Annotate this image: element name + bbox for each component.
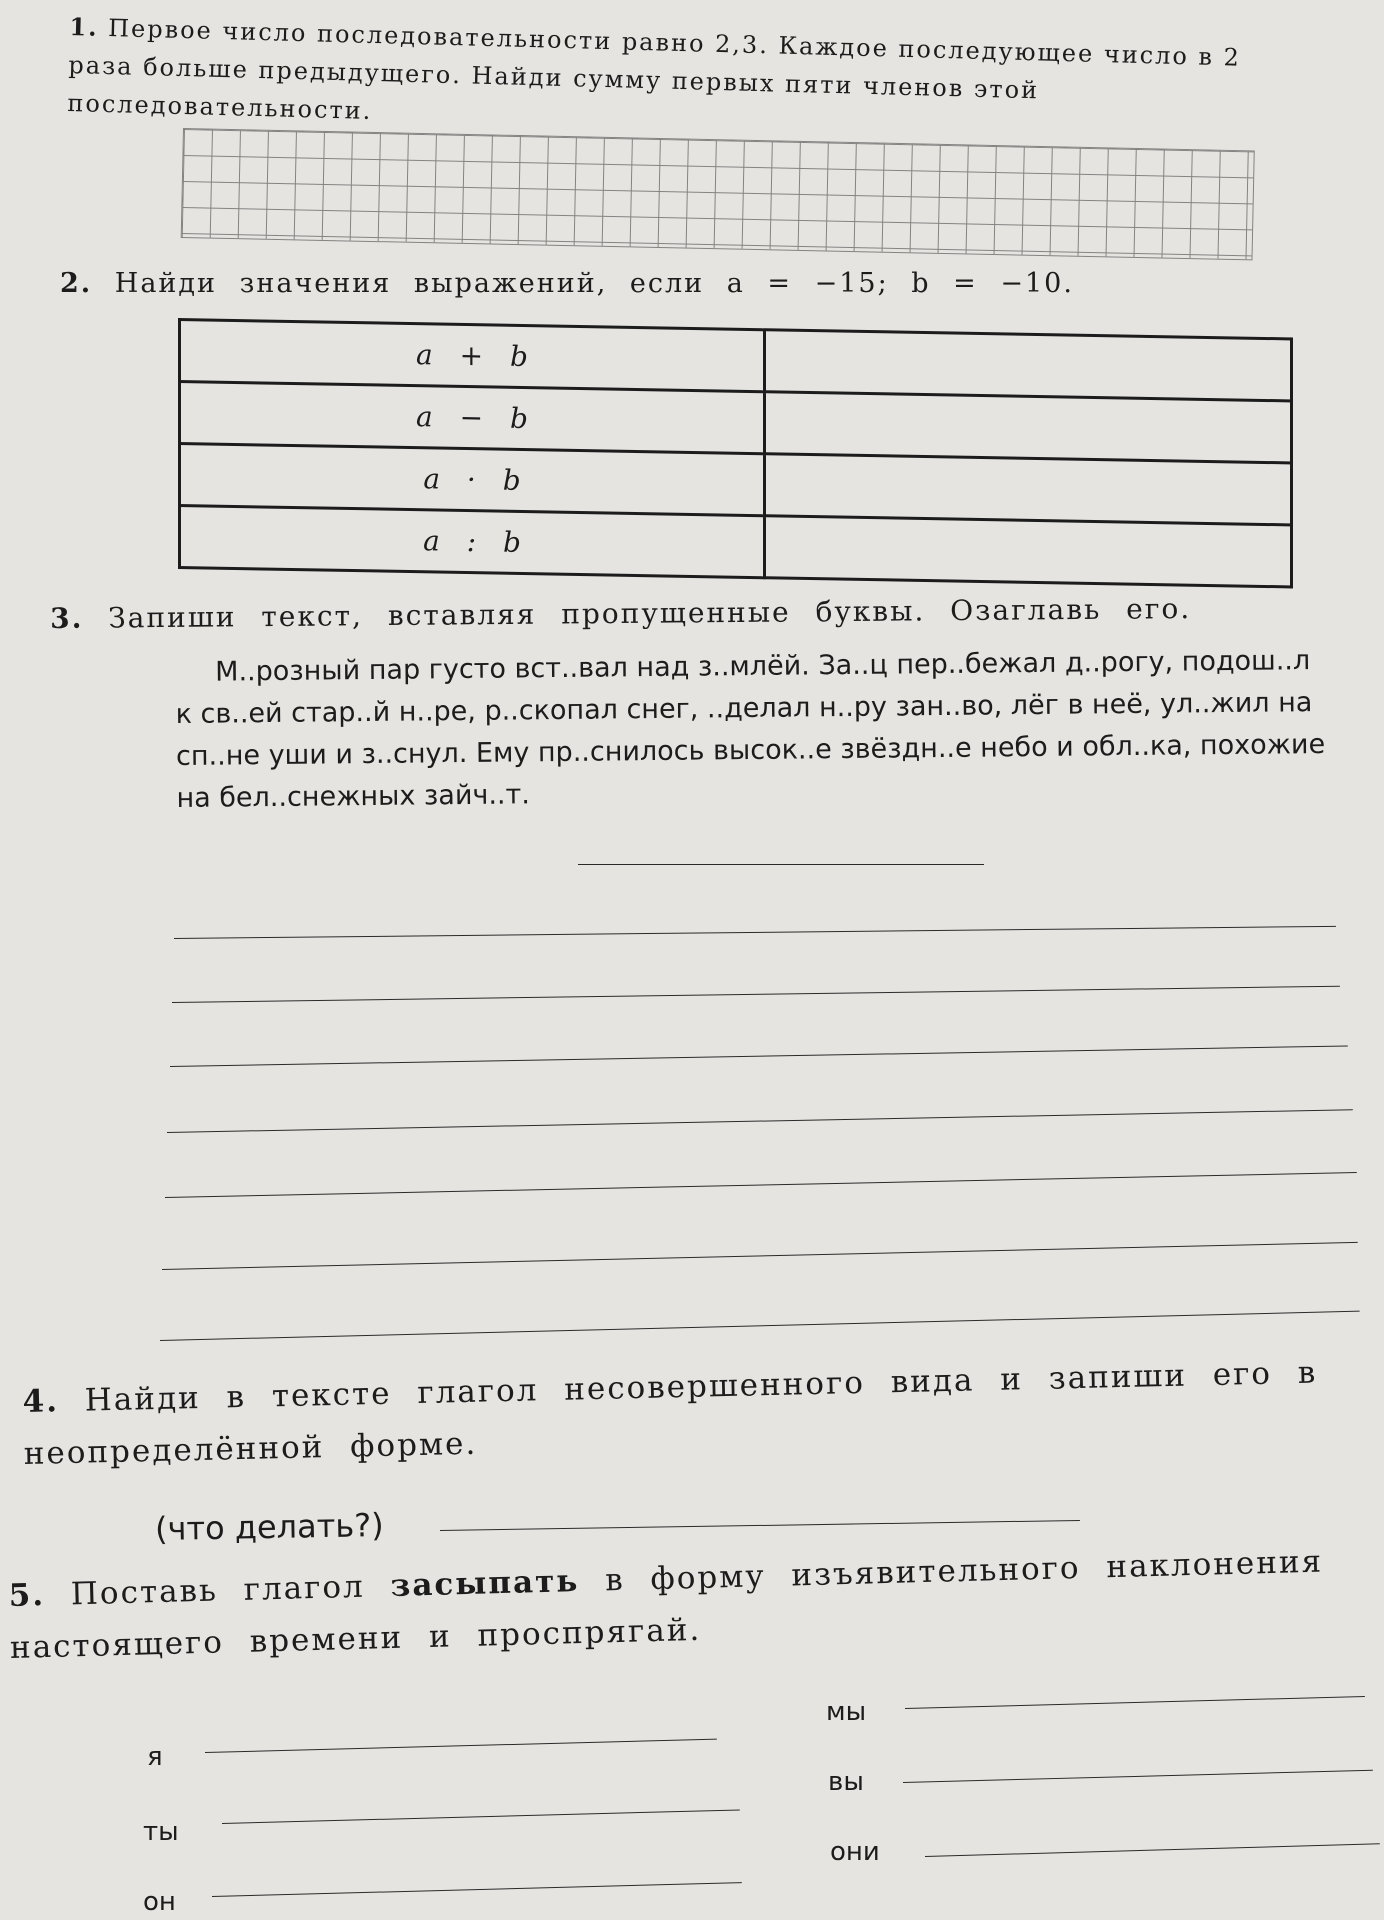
answer-cell[interactable]	[765, 454, 1292, 525]
answer-line[interactable]	[174, 926, 1336, 939]
task-4-number: 4.	[22, 1383, 60, 1420]
expression-cell: a · b	[180, 444, 765, 516]
answer-line[interactable]	[165, 1172, 1357, 1198]
task-4-question: (что делать?)	[154, 1506, 384, 1548]
answer-line[interactable]	[167, 1109, 1353, 1133]
expressions-table	[178, 318, 1293, 588]
answer-cell[interactable]	[765, 330, 1292, 401]
task-1-number: 1.	[69, 11, 99, 42]
expression-cell: a : b	[180, 506, 765, 578]
expression-cell: a − b	[180, 382, 765, 454]
task-4-answer-line[interactable]	[440, 1520, 1080, 1531]
answer-line[interactable]	[170, 1045, 1348, 1067]
task-4-text	[22, 1345, 1374, 1480]
task-3-statement: Запиши текст, вставляя пропущенные буквы. Озаглавь его.	[108, 592, 1192, 635]
answer-line[interactable]	[162, 1242, 1358, 1270]
passage-text: М..розный пар густо вст..вал над з..млёй. За..ц пер..бежал д..рогу, подош..л к св..ей стар..й н..ре, р..скопал снег, ..делал н..ру зан..во, лёг в неё, ул..жил на сп..не уши и з..снул. Ему пр..снилось высок..е звёздн..е небо и обл..ка, похожие на бел..снежных зайч..т.	[175, 645, 1326, 814]
task-3-text	[50, 592, 1191, 635]
expression-cell: a + b	[180, 320, 765, 392]
pronoun-my: мы	[826, 1697, 867, 1727]
answer-line[interactable]	[172, 986, 1340, 1003]
pronoun-ty: ты	[143, 1817, 179, 1847]
task-5-statement-end: в форму изъявительного наклонения настоящего времени и проспрягай.	[9, 1543, 1324, 1666]
pronoun-ya: я	[147, 1742, 163, 1772]
task-1-statement: Первое число последовательности равно 2,3. Каждое последующее число в 2 раза больше предыдущего. Найди сумму первых пяти членов этой последовательности.	[67, 14, 1242, 125]
answer-cell[interactable]	[765, 516, 1292, 587]
pronoun-on: он	[143, 1887, 176, 1917]
conjugation-line-on[interactable]	[212, 1882, 742, 1897]
pronoun-oni: они	[830, 1837, 880, 1867]
conjugation-line-ty[interactable]	[222, 1809, 740, 1824]
conjugation-line-vy[interactable]	[903, 1770, 1373, 1783]
conjugation-line-my[interactable]	[905, 1696, 1365, 1709]
conjugation-line-oni[interactable]	[925, 1843, 1380, 1857]
task-3-passage	[175, 640, 1327, 820]
task-4-statement: Найди в тексте глагол несовершенного вида и запиши его в неопределённой форме.	[23, 1354, 1318, 1472]
task-3-number: 3.	[50, 601, 84, 635]
task-5-verb: засыпать	[390, 1563, 580, 1604]
conjugation-line-ya[interactable]	[205, 1739, 717, 1753]
task-5-number: 5.	[8, 1577, 46, 1614]
answer-line[interactable]	[160, 1311, 1360, 1341]
task-5-statement-start: Поставь глагол	[70, 1568, 366, 1613]
task-2-text	[60, 268, 1074, 299]
task-2-number: 2.	[60, 268, 93, 299]
task-5-text	[8, 1534, 1384, 1674]
answer-cell[interactable]	[765, 392, 1292, 463]
task-1-answer-grid[interactable]	[181, 128, 1255, 260]
pronoun-vy: вы	[828, 1767, 864, 1797]
task-2-statement: Найди значения выражений, если a = −15; b = −10.	[114, 268, 1074, 299]
title-answer-line[interactable]	[578, 864, 984, 865]
